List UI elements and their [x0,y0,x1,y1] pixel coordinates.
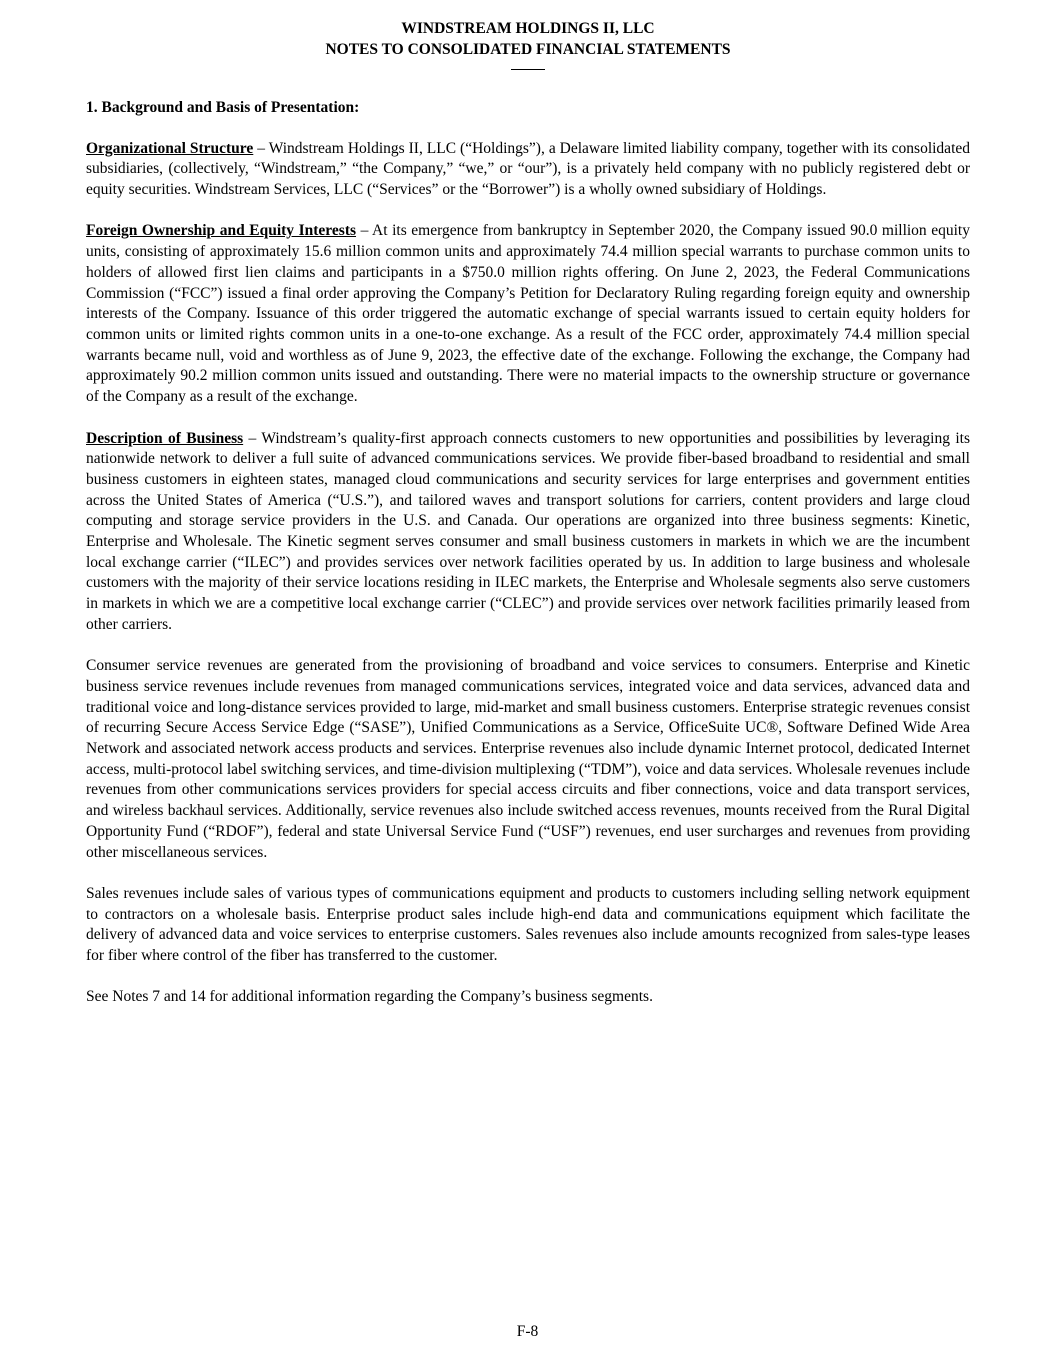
paragraph-organizational-structure [86,139,970,201]
page-number: F-8 [516,1323,539,1340]
paragraph-text: – Windstream Holdings II, LLC (“Holdings”), a Delaware limited liability company, together with its consolidated subsidiaries, (collectively, “Windstream,” “the Company,” “we,” or “our”), is a privately held company with no publicly registered debt or equity securities. Windstream Services, LLC (“Services” or the “Borrower”) is a wholly owned subsidiary of Holdings. [86,139,971,199]
paragraph-service-revenues [86,656,970,863]
paragraph-lead: Description of Business [86,429,244,447]
paragraph-see-notes [86,987,970,1008]
paragraph-text: Consumer service revenues are generated from the provisioning of broadband and voice services to consumers. Enterprise and Kinetic business service revenues include revenues from managed communications services, integrated voice and data services, advanced data and traditional voice and long-distance services provided to large, mid-market and small business customers. Enterprise strategic revenues consist of recurring Secure Access Service Edge (“SASE”), Unified Communications as a Service, OfficeSuite UC®, Software Defined Wide Area Network and associated network access products and services. Enterprise revenues also include dynamic Internet protocol, dedicated Internet access, multi-protocol label switching services, and time-division multiplexing (“TDM”), voice and data services. Wholesale revenues include revenues from other communications services providers for special access circuits and fiber connections, voice and data transport services, and wireless backhaul services. Additionally, service revenues also include switched access revenues, mounts received from the Rural Digital Opportunity Fund (“RDOF”), federal and state Universal Service Fund (“USF”) revenues, end user surcharges and revenues from providing other miscellaneous services. [86,657,970,861]
document-title: NOTES TO CONSOLIDATED FINANCIAL STATEMENTS [325,41,731,58]
header-divider [511,69,545,70]
paragraph-lead: Organizational Structure [86,139,254,157]
paragraph-sales-revenues [86,884,970,967]
paragraph-description-of-business [86,429,970,636]
company-name: WINDSTREAM HOLDINGS II, LLC [401,20,655,37]
paragraph-lead: Foreign Ownership and Equity Interests [86,222,357,240]
document-page [86,18,970,1008]
paragraph-foreign-ownership [86,221,970,407]
paragraph-text: See Notes 7 and 14 for additional information regarding the Company’s business segments. [86,988,653,1006]
paragraph-text: – At its emergence from bankruptcy in September 2020, the Company issued 90.0 million equity units, consisting of approximately 15.6 million common units and approximately 74.4 million special warrants to purchase common units to holders of allowed first lien claims and participants in a $750.0 million rights offering. On June 2, 2023, the Federal Communications Commission (“FCC”) issued a final order approving the Company’s Petition for Declaratory Ruling regarding foreign equity and ownership interests of the Company. Issuance of this order triggered the automatic exchange of special warrants issued to certain equity holders for common units or limited rights common units in a one-to-one exchange. As a result of the FCC order, approximately 74.4 million special warrants became null, void and worthless as of June 9, 2023, the effective date of the exchange. Following the exchange, the Company had approximately 90.2 million common units issued and outstanding. There were no material impacts to the ownership structure or governance of the Company as a result of the exchange. [86,222,970,406]
paragraph-text: Sales revenues include sales of various types of communications equipment and products to customers including selling network equipment to contractors on a wholesale basis. Enterprise product sales include high-end data and communications equipment which facilitate the delivery of advanced data and voice services to enterprise customers. Sales revenues also include amounts recognized from sales-type leases for fiber where control of the fiber has transferred to the customer. [86,884,970,965]
document-header [86,18,970,70]
section-heading: 1. Background and Basis of Presentation: [86,99,360,116]
paragraph-text: – Windstream’s quality-first approach connects customers to new opportunities and possibilities by leveraging its nationwide network to deliver a full suite of advanced communications services. We provide fiber-based broadband to residential and small business customers in eighteen states, managed cloud communications and security services for large enterprises and government entities across the United States of America (“U.S.”), and tailored waves and transport solutions for carriers, content providers and large cloud computing and storage service providers in the U.S. and Canada. Our operations are organized into three business segments: Kinetic, Enterprise and Wholesale. The Kinetic segment serves consumer and small business customers in markets in which we are the incumbent local exchange carrier (“ILEC”) and provides services over network facilities operated by us. In addition to large business and wholesale customers with the majority of their service locations residing in ILEC markets, the Enterprise and Wholesale segments also serve customers in markets in which we are a competitive local exchange carrier (“CLEC”) and provide services over network facilities primarily leased from other carriers. [86,429,970,633]
